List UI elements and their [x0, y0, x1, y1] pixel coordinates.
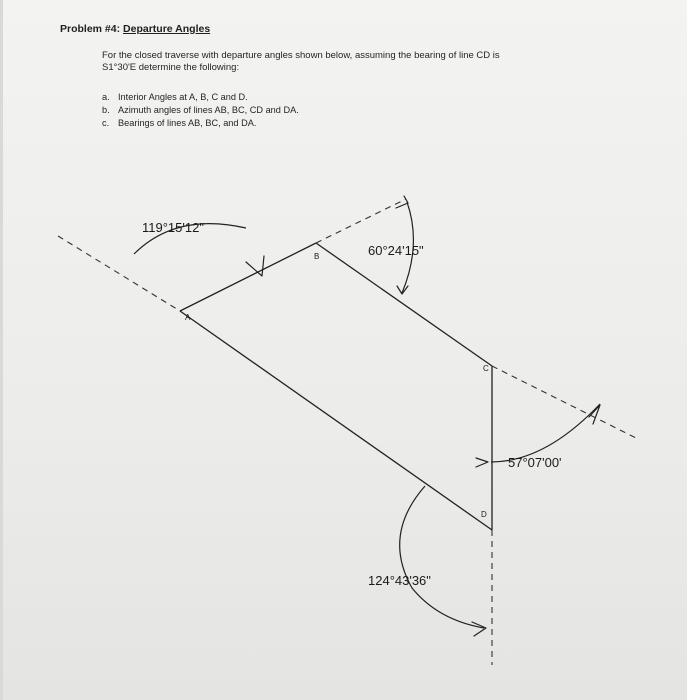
problem-topic: Departure Angles: [123, 23, 211, 35]
arrowhead-b: [397, 286, 408, 294]
statement-line-2: S1°30'E determine the following:: [102, 62, 240, 73]
question-text: Azimuth angles of lines AB, BC, CD and DA.: [118, 105, 299, 115]
question-label: b.: [102, 105, 110, 115]
question-label: a.: [102, 92, 110, 102]
angle-value-d: 124°43'36": [368, 573, 431, 588]
question-text: Interior Angles at A, B, C and D.: [118, 92, 248, 102]
point-label-c: C: [483, 364, 489, 373]
angle-arc-d: [400, 486, 484, 628]
question-text: Bearings of lines AB, BC, and DA.: [118, 118, 257, 128]
statement-line-1: For the closed traverse with departure angles shown below, assuming the bearing of line CD is: [102, 50, 500, 61]
tick-mark-b-ext: [396, 196, 408, 208]
problem-number: Problem #4:: [60, 23, 121, 35]
angle-value-a: 119°15'12": [142, 220, 204, 235]
extension-da-beyond-a: [58, 236, 180, 311]
arrowhead-d: [472, 622, 486, 636]
tick-mark-c-ext: [589, 405, 600, 424]
question-label: c.: [102, 118, 110, 128]
point-label-d: D: [481, 510, 487, 519]
point-label-b: B: [314, 252, 320, 261]
arrowhead-c: [476, 458, 488, 467]
extension-ab-beyond-b: [316, 199, 406, 243]
point-label-a: A: [185, 313, 191, 322]
angle-value-b: 60°24'15": [368, 243, 424, 258]
angle-arc-c: [491, 404, 600, 462]
extension-bc-beyond-c: [492, 366, 636, 438]
line-ab: [180, 243, 316, 311]
angle-value-c: 57°07'00': [508, 455, 562, 470]
line-da: [180, 311, 492, 530]
line-bc: [316, 243, 492, 366]
